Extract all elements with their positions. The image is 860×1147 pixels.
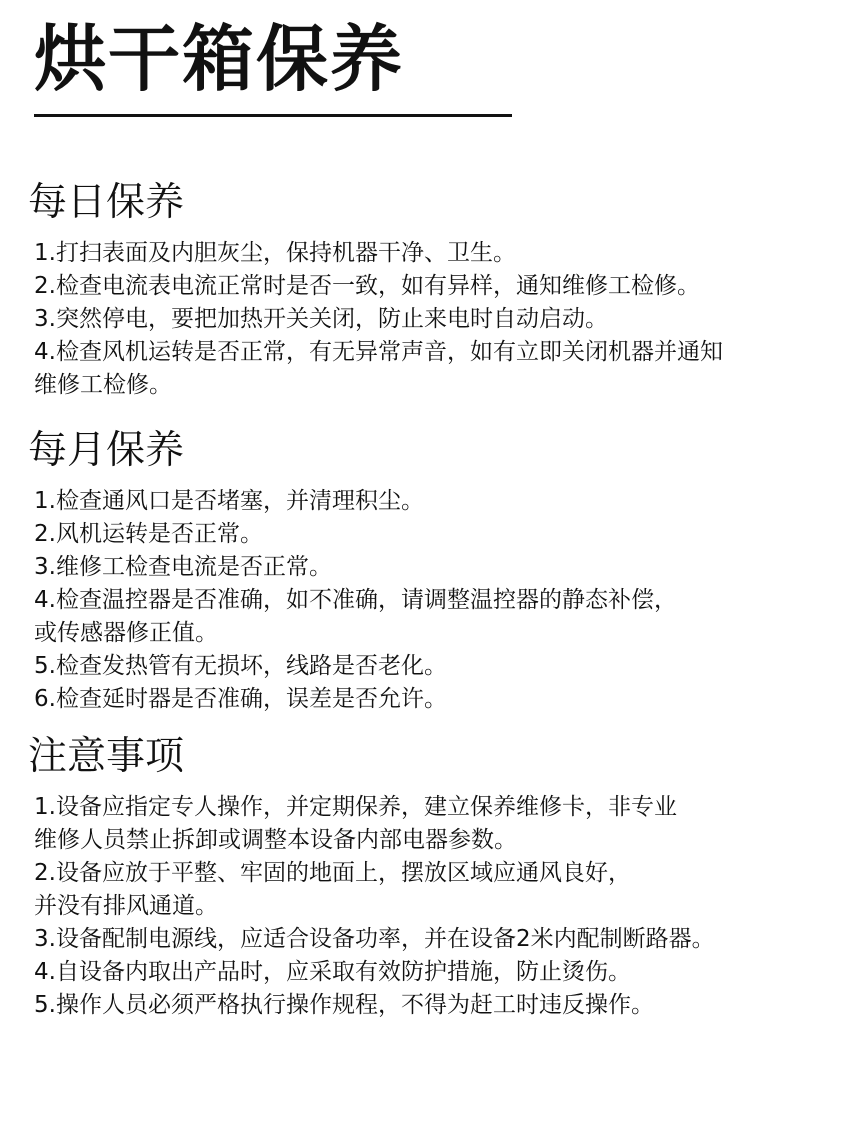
- list-item: [34, 336, 848, 402]
- list-item-text: 5.检查发热管有无损坏，线路是否老化。: [34, 652, 447, 679]
- list-item-text: 并没有排风通道。: [34, 892, 218, 919]
- list-item-text: 4.自设备内取出产品时，应采取有效防护措施，防止烫伤。: [34, 958, 631, 985]
- list-item-text: 2.设备应放于平整、牢固的地面上，摆放区域应通风良好，: [34, 859, 631, 886]
- section-monthly-maintenance: [28, 428, 848, 716]
- list-item-text: 4.检查温控器是否准确，如不准确，请调整温控器的静态补偿，: [34, 586, 677, 613]
- list-item-text: 3.突然停电，要把加热开关关闭，防止来电时自动启动。: [34, 305, 608, 332]
- list-item: [34, 485, 848, 518]
- list-item-text: 4.检查风机运转是否正常，有无异常声音，如有立即关闭机器并通知: [34, 338, 723, 365]
- list-item-text: 3.设备配制电源线，应适合设备功率，并在设备2米内配制断路器。: [34, 925, 715, 952]
- list-item: [34, 791, 848, 857]
- list-item-text: 2.检查电流表电流正常时是否一致，如有异样，通知维修工检修。: [34, 272, 700, 299]
- list-item: [34, 923, 848, 956]
- list-item: [34, 270, 848, 303]
- section-heading: 每月保养: [28, 428, 185, 473]
- list-item-text: 或传感器修正值。: [34, 619, 218, 646]
- section-daily-maintenance: [28, 180, 848, 402]
- title-divider: [34, 114, 512, 117]
- list-item: [34, 303, 848, 336]
- list-item: [34, 650, 848, 683]
- list-item: [34, 683, 848, 716]
- list-item: [34, 518, 848, 551]
- list-item: [34, 237, 848, 270]
- list-item-text: 6.检查延时器是否准确，误差是否允许。: [34, 685, 447, 712]
- list-item-text: 3.维修工检查电流是否正常。: [34, 553, 332, 580]
- item-list: [28, 237, 848, 402]
- list-item: [34, 551, 848, 584]
- list-item: [34, 857, 848, 923]
- list-item-text: 维修工检修。: [34, 371, 172, 398]
- list-item-text: 维修人员禁止拆卸或调整本设备内部电器参数。: [34, 826, 517, 853]
- section-precautions: [28, 734, 848, 1022]
- list-item-text: 2.风机运转是否正常。: [34, 520, 263, 547]
- page-title: 烘干箱保养: [34, 17, 405, 101]
- section-heading: 每日保养: [28, 180, 185, 225]
- list-item: [34, 584, 848, 650]
- list-item-text: 1.设备应指定专人操作，并定期保养，建立保养维修卡，非专业: [34, 793, 677, 820]
- item-list: [28, 485, 848, 716]
- list-item-text: 5.操作人员必须严格执行操作规程，不得为赶工时违反操作。: [34, 991, 654, 1018]
- list-item-text: 1.检查通风口是否堵塞，并清理积尘。: [34, 487, 424, 514]
- list-item-text: 1.打扫表面及内胆灰尘，保持机器干净、卫生。: [34, 239, 516, 266]
- item-list: [28, 791, 848, 1022]
- section-heading: 注意事项: [28, 734, 185, 779]
- list-item: [34, 956, 848, 989]
- list-item: [34, 989, 848, 1022]
